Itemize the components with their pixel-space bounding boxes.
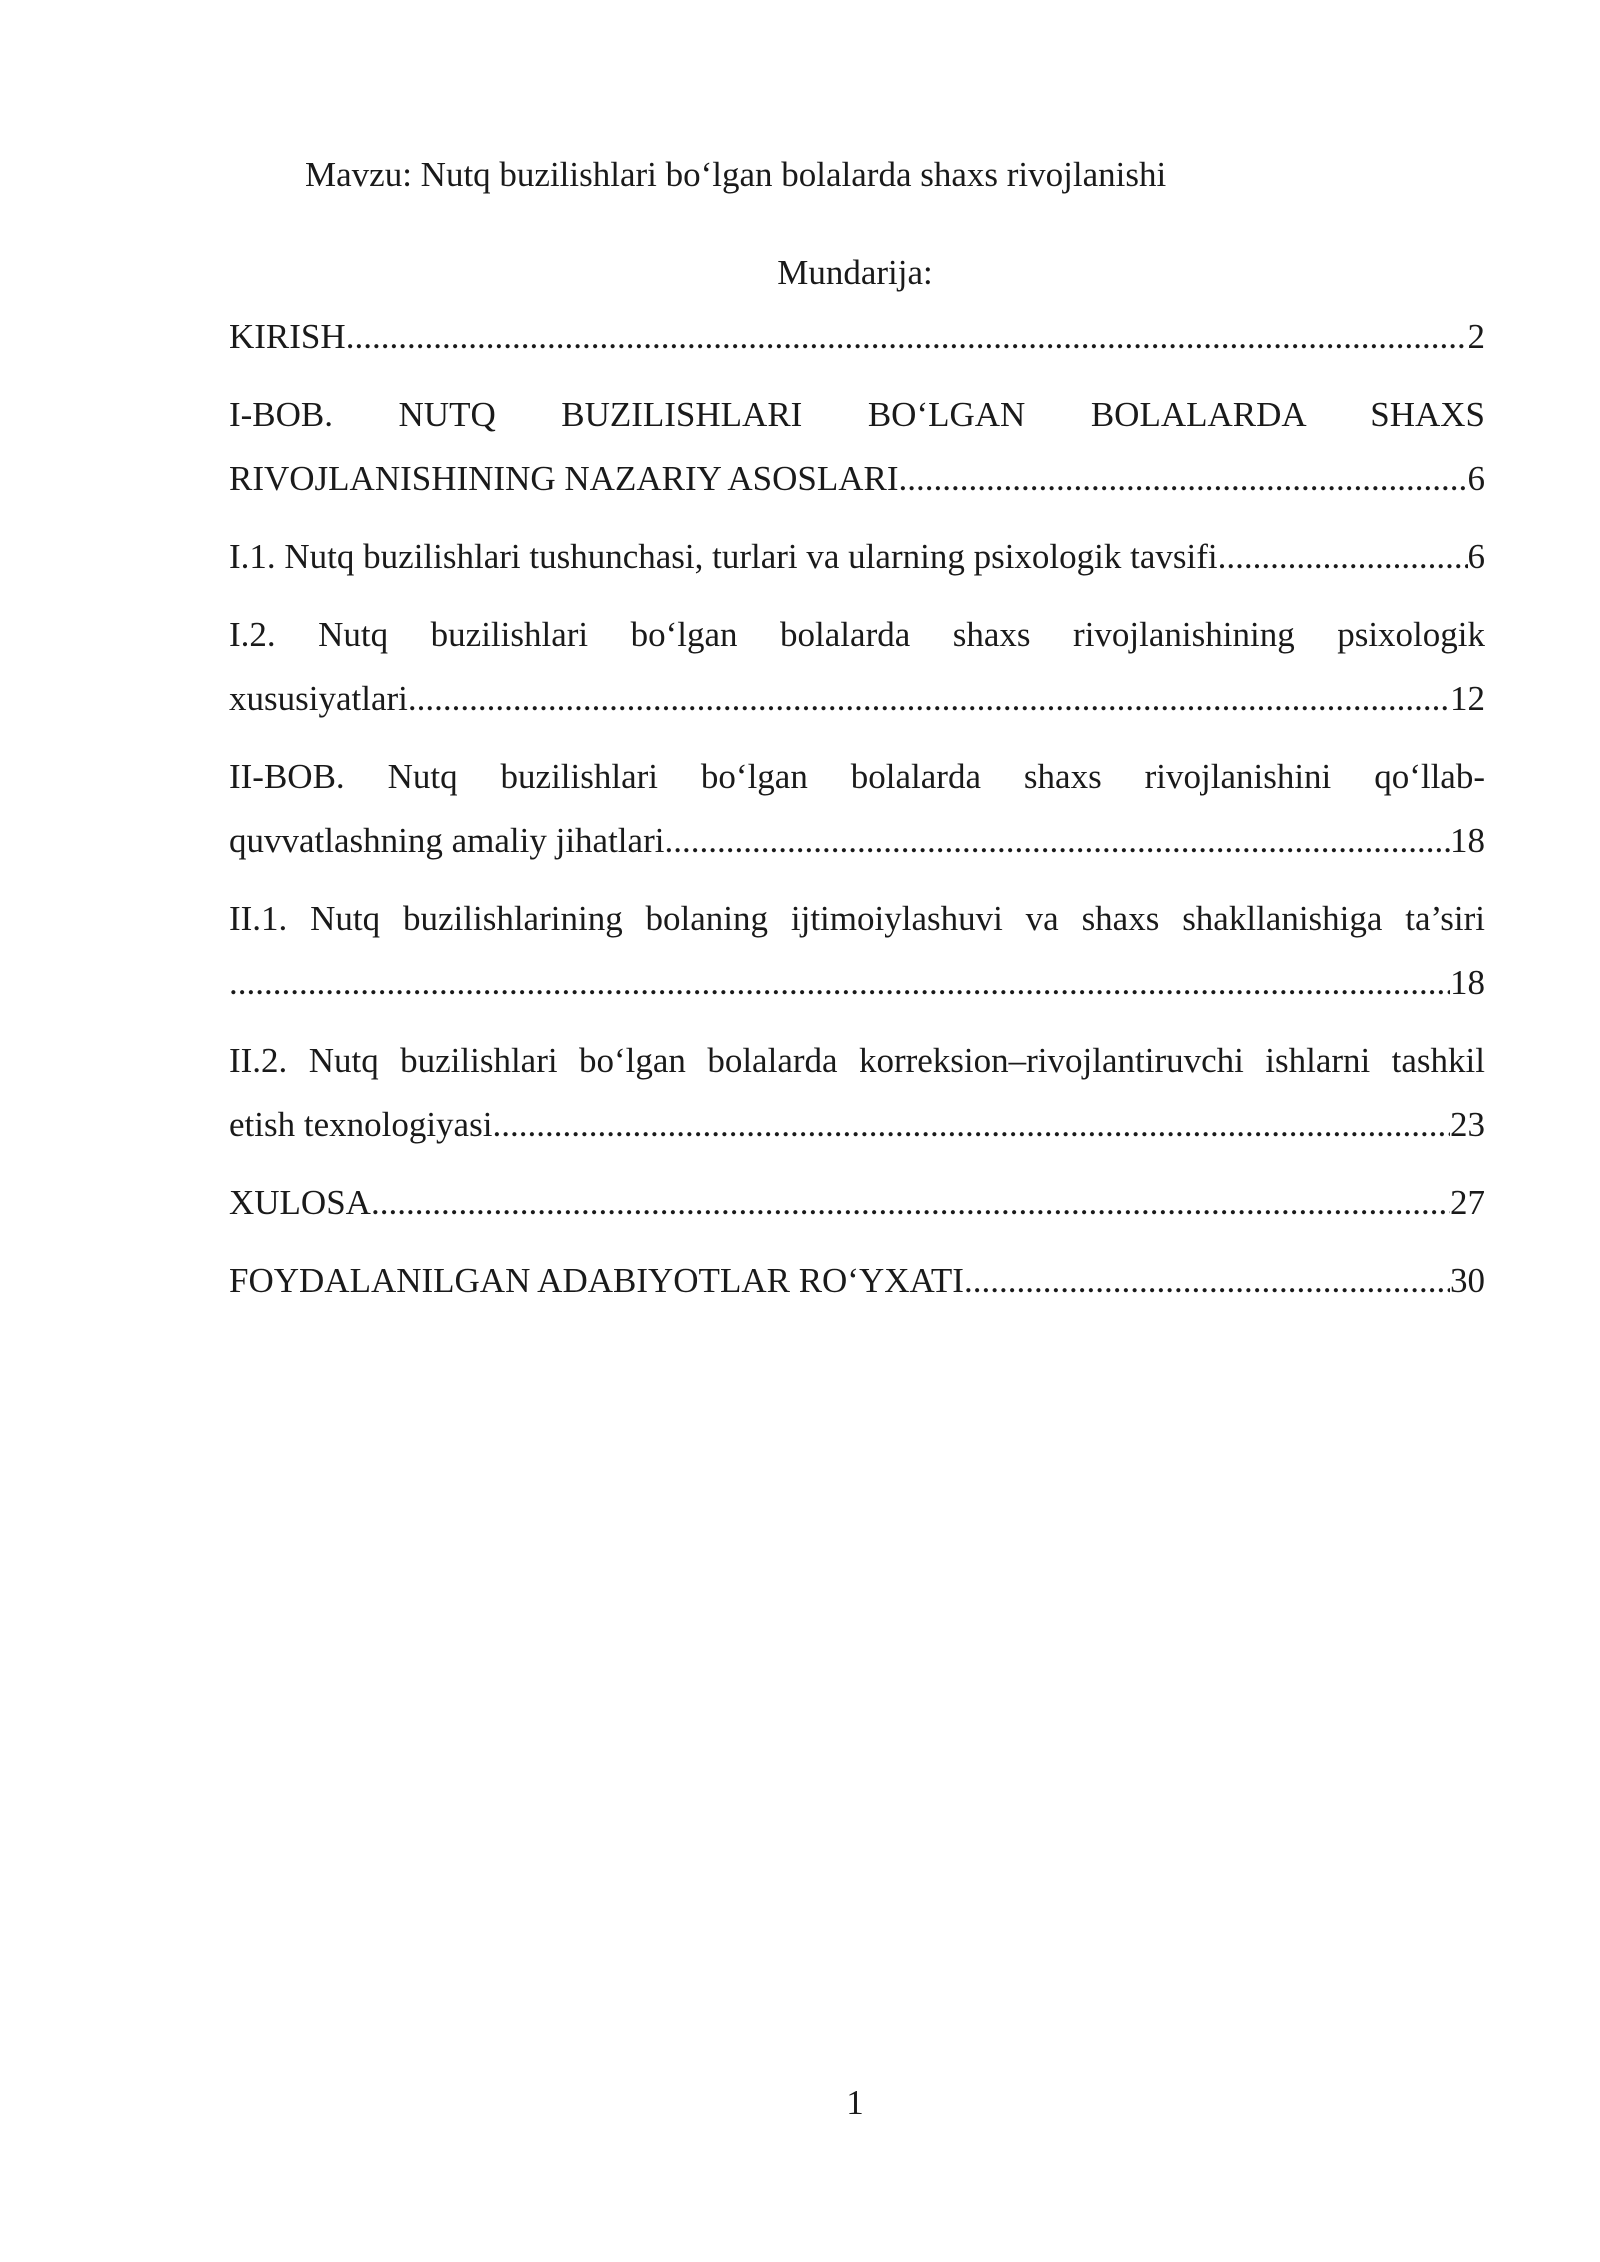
toc-entry-page-number: 27	[1450, 1183, 1485, 1222]
dot-leader	[408, 674, 1450, 724]
toc-entry-title: FOYDALANILGAN ADABIYOTLAR RO‘YXATI	[229, 1261, 964, 1300]
toc-entry-leader-line	[229, 1100, 1485, 1164]
toc-entry-page-number: 6	[1467, 459, 1485, 498]
toc-entry	[229, 894, 1485, 1022]
toc-entry-leader-line	[229, 454, 1485, 518]
toc-entry-page-number: 12	[1450, 679, 1485, 718]
dot-leader	[899, 454, 1468, 504]
page-number: 1	[846, 2083, 864, 2122]
toc-entry	[229, 752, 1485, 880]
toc-title: Mundarija:	[777, 253, 933, 292]
toc-entry-leader-line	[229, 958, 1485, 1022]
table-of-contents	[229, 312, 1485, 1334]
toc-entry	[229, 1036, 1485, 1164]
toc-entry-leader-line	[229, 816, 1485, 880]
dot-leader	[964, 1256, 1450, 1306]
dot-leader	[1218, 532, 1468, 582]
dot-leader	[664, 816, 1450, 866]
toc-entry-title: KIRISH	[229, 317, 346, 356]
toc-entry-title: xususiyatlari	[229, 679, 408, 718]
toc-entry-line: II-BOB. Nutq buzilishlari bo‘lgan bolalarda shaxs rivojlanishini qo‘llab-	[229, 757, 1485, 796]
toc-entry-title: etish texnologiyasi	[229, 1105, 493, 1144]
toc-entry-title: quvvatlashning amaliy jihatlari	[229, 821, 665, 860]
toc-entry-page-number: 30	[1450, 1261, 1485, 1300]
document-topic: Mavzu: Nutq buzilishlari bo‘lgan bolalarda shaxs rivojlanishi	[305, 155, 1167, 194]
dot-leader	[492, 1100, 1450, 1150]
toc-entry-line: I.2. Nutq buzilishlari bo‘lgan bolalarda shaxs rivojlanishining psixologik	[229, 615, 1485, 654]
toc-entry-line: II.1. Nutq buzilishlarining bolaning ijtimoiylashuvi va shaxs shakllanishiga ta’siri	[229, 899, 1485, 938]
toc-entry	[229, 390, 1485, 518]
dot-leader	[371, 1178, 1450, 1228]
toc-entry-leader-line	[229, 1178, 1485, 1242]
toc-entry-title: RIVOJLANISHINING NAZARIY ASOSLARI	[229, 459, 899, 498]
toc-entry	[229, 532, 1485, 596]
toc-entry-title: XULOSA	[229, 1183, 371, 1222]
toc-entry-page-number: 23	[1450, 1105, 1485, 1144]
dot-leader	[229, 958, 1450, 1008]
toc-entry-leader-line	[229, 312, 1485, 376]
toc-entry	[229, 1178, 1485, 1242]
toc-entry-page-number: 2	[1467, 317, 1485, 356]
toc-entry-title: I.1. Nutq buzilishlari tushunchasi, turlari va ularning psixologik tavsifi	[229, 537, 1218, 576]
toc-entry-page-number: 6	[1467, 537, 1485, 576]
toc-entry-line: I-BOB. NUTQ BUZILISHLARI BO‘LGAN BOLALARDA SHAXS	[229, 395, 1485, 434]
toc-entry-leader-line	[229, 532, 1485, 596]
toc-entry-line: II.2. Nutq buzilishlari bo‘lgan bolalarda korreksion–rivojlantiruvchi ishlarni tashkil	[229, 1041, 1485, 1080]
dot-leader	[346, 312, 1468, 362]
toc-entry	[229, 312, 1485, 376]
toc-entry-leader-line	[229, 1256, 1485, 1320]
toc-entry-leader-line	[229, 674, 1485, 738]
toc-entry-page-number: 18	[1450, 963, 1485, 1002]
toc-entry-page-number: 18	[1450, 821, 1485, 860]
toc-entry	[229, 610, 1485, 738]
toc-entry	[229, 1256, 1485, 1320]
